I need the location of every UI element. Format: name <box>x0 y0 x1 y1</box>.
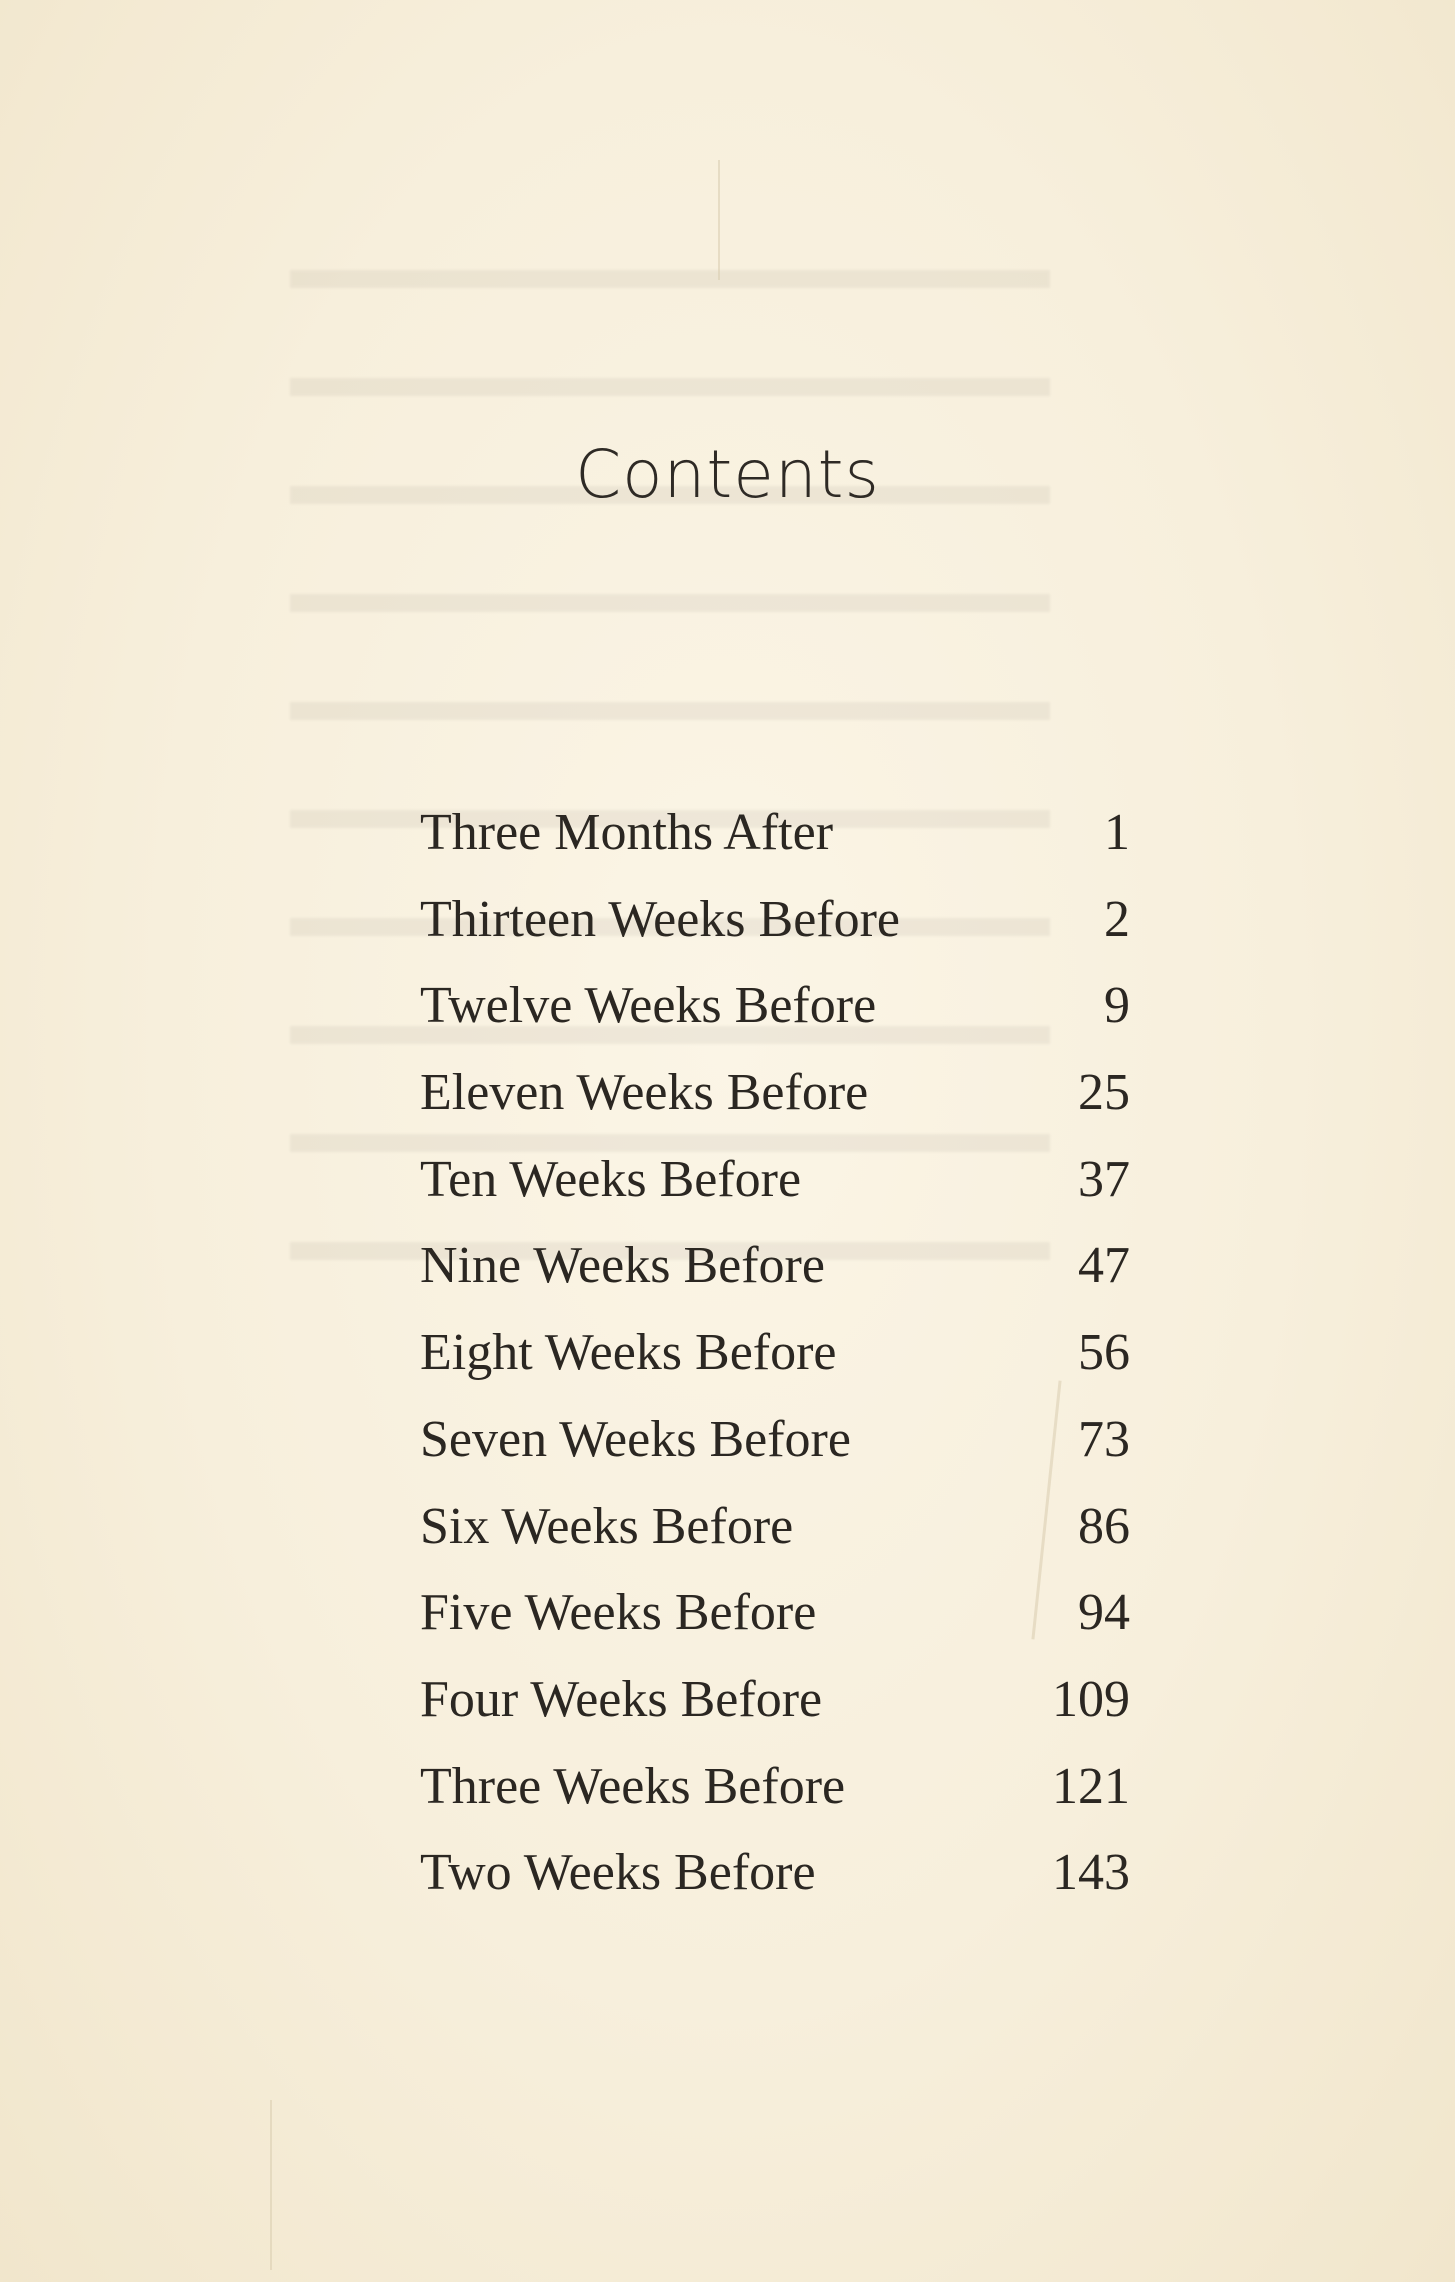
toc-entry <box>420 1830 1130 1917</box>
page-number: 143 <box>1052 1844 1130 1902</box>
page-number: 37 <box>1078 1150 1130 1208</box>
chapter-title: Nine Weeks Before <box>420 1237 825 1295</box>
table-of-contents <box>420 790 1130 1917</box>
toc-entry <box>420 1744 1130 1831</box>
chapter-title: Twelve Weeks Before <box>420 977 877 1035</box>
page-number: 56 <box>1078 1324 1130 1382</box>
toc-entry <box>420 790 1130 877</box>
toc-entry <box>420 1484 1130 1571</box>
page-number: 9 <box>1104 977 1130 1035</box>
toc-entry <box>420 1657 1130 1744</box>
paper-crease <box>718 160 720 280</box>
chapter-title: Eleven Weeks Before <box>420 1064 869 1122</box>
chapter-title: Five Weeks Before <box>420 1584 817 1642</box>
toc-entry <box>420 1397 1130 1484</box>
chapter-title: Three Weeks Before <box>420 1757 846 1815</box>
page-number: 73 <box>1078 1410 1130 1468</box>
page-title: Contents <box>575 436 880 513</box>
paper-crease <box>270 2100 272 2270</box>
page-number: 1 <box>1104 804 1130 861</box>
page-number: 109 <box>1052 1670 1130 1728</box>
toc-entry <box>420 1050 1130 1137</box>
toc-entry <box>420 1223 1130 1310</box>
chapter-title: Six Weeks Before <box>420 1497 794 1555</box>
chapter-title: Thirteen Weeks Before <box>420 890 900 948</box>
toc-entry <box>420 1137 1130 1224</box>
chapter-title: Two Weeks Before <box>420 1844 816 1902</box>
toc-entry <box>420 1570 1130 1657</box>
toc-entry <box>420 963 1130 1050</box>
chapter-title: Eight Weeks Before <box>420 1324 837 1382</box>
toc-entry <box>420 1310 1130 1397</box>
chapter-title: Four Weeks Before <box>420 1670 823 1728</box>
chapter-title: Ten Weeks Before <box>420 1150 802 1208</box>
page-number: 86 <box>1078 1497 1130 1555</box>
page-number: 2 <box>1104 890 1130 948</box>
toc-entry <box>420 877 1130 964</box>
chapter-title: Seven Weeks Before <box>420 1410 851 1468</box>
page-number: 94 <box>1078 1584 1130 1642</box>
page-number: 47 <box>1078 1237 1130 1295</box>
page-number: 121 <box>1052 1757 1130 1815</box>
page-number: 25 <box>1078 1064 1130 1122</box>
chapter-title: Three Months After <box>420 804 834 861</box>
